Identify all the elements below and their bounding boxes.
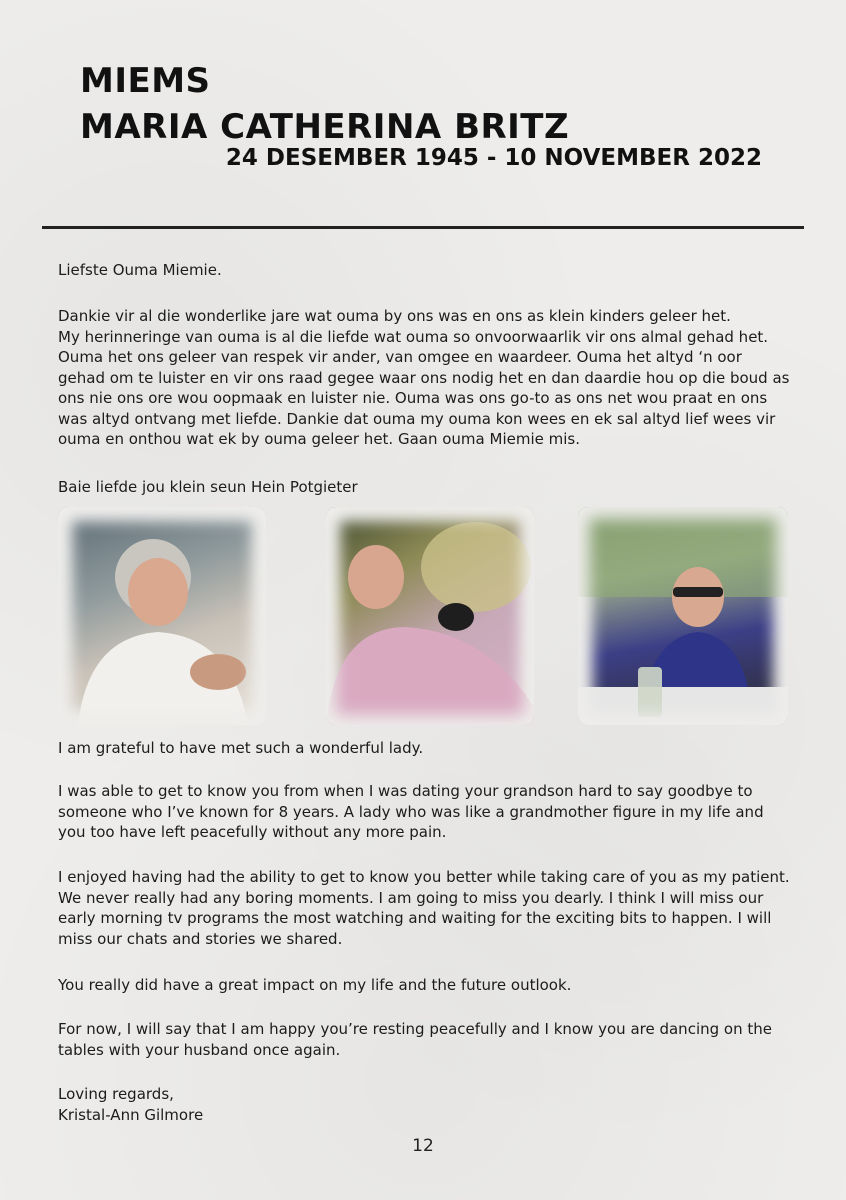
letter2-closing: Loving regards, Kristal-Ann Gilmore xyxy=(58,1085,204,1124)
life-dates: 24 DESEMBER 1945 - 10 NOVEMBER 2022 xyxy=(225,145,762,171)
photo-woman-on-couch-image xyxy=(326,507,534,725)
letter2-paragraph-4: You really did have a great impact on my life and the future outlook. xyxy=(58,976,572,994)
letter2-opening: I am grateful to have met such a wonderful lady. xyxy=(58,739,424,757)
photo-woman-at-table xyxy=(578,507,788,725)
letter2-paragraph-2: I was able to get to know you from when I was dating your grandson hard to say goodbye to someone who I’ve known for 8 years. A lady who was like a grandmother figure in my life and you too have left peacefully without any more pain. xyxy=(58,782,764,841)
photo-woman-with-phone xyxy=(58,507,266,725)
photo-woman-on-couch xyxy=(326,507,534,725)
nickname-heading: MIEMS xyxy=(80,61,211,101)
photo-woman-with-phone-image xyxy=(58,507,266,725)
letter2-paragraph-5: For now, I will say that I am happy you’re resting peacefully and I know you are dancing on the tables with your husband once again. xyxy=(58,1020,772,1059)
divider-line xyxy=(42,226,804,229)
letter1-body: Dankie vir al die wonderlike jare wat ouma by ons was en ons as klein kinders geleer het. My herinneringe van ouma is al die liefde wat ouma so onvoorwaarlik vir ons almal gehad het. Ouma het ons geleer van respek vir ander, van omgee en waardeer. Ouma het altyd ‘n oor gehad om te luister en vir ons raad gegee waar ons nodig het en dan daardie hou op die boud as ons nie ons ore wou oopmaak en luister nie. Ouma was ons go-to as ons net wou praat en ons was altyd ontvang met liefde. Dankie dat ouma my ouma kon wees en ek sal altyd lief wees vir ouma en onthou wat ek by ouma geleer het. Gaan ouma Miemie mis. xyxy=(58,307,790,448)
full-name-heading: MARIA CATHERINA BRITZ xyxy=(80,107,570,147)
letter1-signoff: Baie liefde jou klein seun Hein Potgieter xyxy=(58,478,358,496)
letter1-greeting: Liefste Ouma Miemie. xyxy=(58,261,222,279)
letter2-paragraph-3: I enjoyed having had the ability to get to know you better while taking care of you as my patient. We never really had any boring moments. I am going to miss you dearly. I think I will miss our early morning tv programs the most watching and waiting for the exciting bits to happen. I will miss our chats and stories we shared. xyxy=(58,868,790,948)
page-number: 12 xyxy=(412,1136,434,1156)
photo-woman-at-table-image xyxy=(578,507,788,725)
